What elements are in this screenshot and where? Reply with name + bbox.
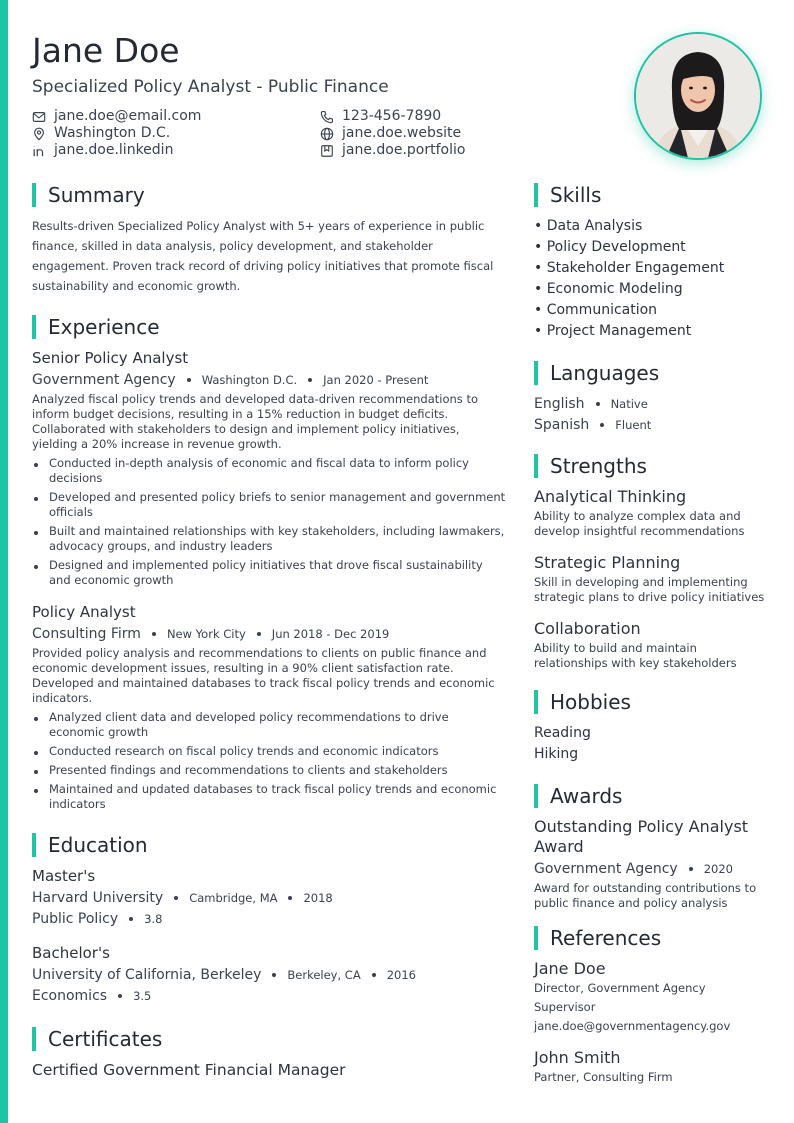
profile-photo	[634, 32, 762, 160]
school-meta	[32, 965, 506, 985]
candidate-name: Jane Doe	[32, 31, 180, 70]
contact-location-text: Washington D.C.	[54, 125, 171, 141]
skills-heading-text: Skills	[550, 183, 602, 207]
heading-accent	[32, 833, 36, 857]
job-bullet: Analyzed client data and developed policy recommendations to drive economic growth	[32, 710, 506, 740]
award-org: Government Agency	[534, 861, 678, 877]
separator-dot	[152, 632, 156, 636]
languages-heading	[534, 360, 766, 386]
education-heading-text: Education	[48, 833, 148, 857]
reference-relation: Supervisor	[534, 1000, 596, 1014]
separator-dot	[257, 632, 261, 636]
strength-title: Strategic Planning	[534, 553, 681, 572]
skill-item: • Project Management	[534, 323, 692, 339]
school-location: Cambridge, MA	[189, 891, 278, 905]
reference-name: Jane Doe	[534, 959, 606, 978]
skills-heading	[534, 182, 766, 208]
skill-item: • Data Analysis	[534, 218, 643, 234]
school-meta	[32, 888, 506, 908]
job-entry	[32, 348, 506, 588]
contact-list	[32, 108, 552, 159]
language-name: English	[534, 396, 585, 412]
references-heading-text: References	[550, 926, 662, 950]
award-year: 2020	[703, 862, 733, 876]
award-description: Award for outstanding contributions to public finance and policy analysis	[534, 881, 757, 910]
strength-item	[534, 487, 766, 539]
strength-title: Analytical Thinking	[534, 487, 687, 506]
separator-dot	[272, 973, 276, 977]
job-description: Analyzed fiscal policy trends and developed data-driven recommendations to inform budget decisions, resulting in a 15% reduction in budget deficits. Collaborated with stakeholders to design and implement policy initiatives, yielding a 20% increase in revenue growth.	[32, 392, 478, 451]
separator-dot	[596, 402, 600, 406]
job-bullet: Presented findings and recommendations to clients and stakeholders	[32, 763, 506, 778]
strengths-heading-text: Strengths	[550, 454, 647, 478]
field-meta	[32, 986, 506, 1006]
summary-text: Results-driven Specialized Policy Analyst with 5+ years of experience in public finance, skilled in data analysis, policy development, and stakeholder engagement. Proven track record of driving policy initiatives that promote fiscal sustainability and economic growth.	[32, 219, 494, 293]
separator-dot	[600, 423, 604, 427]
separator-dot	[174, 896, 178, 900]
main-column	[32, 182, 506, 1080]
job-company: Consulting Firm	[32, 626, 141, 642]
job-title: Senior Policy Analyst	[32, 349, 189, 367]
separator-dot	[288, 896, 292, 900]
contact-phone[interactable]	[320, 108, 550, 125]
school-name: Harvard University	[32, 890, 164, 906]
linkedin-icon	[32, 144, 46, 158]
job-bullet: Maintained and updated databases to track fiscal policy trends and economic indicators	[32, 782, 506, 812]
degree: Bachelor's	[32, 944, 110, 962]
strength-description: Ability to build and maintain relationships with key stakeholders	[534, 641, 737, 670]
phone-icon	[320, 110, 334, 124]
skill-item: • Stakeholder Engagement	[534, 260, 725, 276]
heading-accent	[534, 183, 538, 207]
job-dates: Jan 2020 - Present	[323, 373, 429, 387]
accent-bar	[0, 0, 8, 1123]
contact-linkedin-text: jane.doe.linkedin	[54, 142, 174, 158]
references-heading	[534, 925, 766, 951]
job-entry	[32, 602, 506, 812]
job-bullet: Conducted in-depth analysis of economic and fiscal data to inform policy decisions	[32, 456, 506, 486]
contact-phone-text: 123-456-7890	[342, 108, 442, 124]
language-item	[534, 415, 766, 435]
bookmark-icon	[320, 144, 334, 158]
language-item	[534, 394, 766, 414]
education-heading	[32, 832, 506, 858]
field-meta	[32, 909, 506, 929]
reference-item	[534, 959, 766, 1036]
awards-heading	[534, 783, 766, 809]
contact-email[interactable]	[32, 108, 320, 125]
heading-accent	[534, 784, 538, 808]
separator-dot	[187, 378, 191, 382]
language-level: Fluent	[615, 418, 652, 432]
separator-dot	[372, 973, 376, 977]
graduation-year: 2018	[303, 891, 333, 905]
job-bullet: Conducted research on fiscal policy trends and economic indicators	[32, 744, 506, 759]
contact-location	[32, 125, 320, 142]
languages-heading-text: Languages	[550, 361, 660, 385]
reference-name: John Smith	[534, 1048, 621, 1067]
job-description: Provided policy analysis and recommendations to clients on public finance and economic development issues, resulting in a 90% client satisfaction rate. Developed and maintained databases to track fiscal policy trends and economic indicators.	[32, 646, 495, 705]
gpa: 3.5	[133, 989, 152, 1003]
summary-heading-text: Summary	[48, 183, 145, 207]
reference-email[interactable]: jane.doe@governmentagency.gov	[534, 1019, 731, 1033]
job-bullets	[32, 456, 506, 588]
heading-accent	[534, 690, 538, 714]
awards-heading-text: Awards	[550, 784, 623, 808]
sidebar-column	[534, 182, 766, 1087]
certificates-heading-text: Certificates	[48, 1027, 163, 1051]
contact-website[interactable]	[320, 125, 550, 142]
education-entry	[32, 866, 506, 929]
skill-item: • Policy Development	[534, 239, 686, 255]
contact-portfolio[interactable]	[320, 142, 550, 159]
strengths-heading	[534, 453, 766, 479]
candidate-title: Specialized Policy Analyst - Public Finance	[32, 77, 389, 97]
job-bullet: Designed and implemented policy initiatives that drove fiscal sustainability and economic growth	[32, 558, 506, 588]
skill-item: • Communication	[534, 302, 658, 318]
job-location: New York City	[166, 627, 246, 641]
strength-title: Collaboration	[534, 619, 641, 638]
language-name: Spanish	[534, 417, 590, 433]
reference-item	[534, 1048, 766, 1087]
job-bullet: Developed and presented policy briefs to senior management and government officials	[32, 490, 506, 520]
job-bullets	[32, 710, 506, 812]
hobbies-heading	[534, 689, 766, 715]
contact-portfolio-text: jane.doe.portfolio	[342, 142, 466, 158]
mail-icon	[32, 110, 46, 124]
contact-linkedin[interactable]	[32, 142, 320, 159]
location-pin-icon	[32, 127, 46, 141]
hobby-item: Reading	[534, 725, 591, 741]
separator-dot	[689, 867, 693, 871]
job-meta	[32, 624, 506, 644]
strength-description: Ability to analyze complex data and develop insightful recommendations	[534, 509, 745, 538]
gpa: 3.8	[144, 912, 163, 926]
school-name: University of California, Berkeley	[32, 967, 262, 983]
certificates-heading	[32, 1026, 506, 1052]
experience-heading-text: Experience	[48, 315, 160, 339]
award-item	[534, 817, 766, 911]
job-meta	[32, 370, 506, 390]
job-title: Policy Analyst	[32, 603, 136, 621]
experience-heading	[32, 314, 506, 340]
job-company: Government Agency	[32, 372, 176, 388]
hobby-item: Hiking	[534, 746, 579, 762]
heading-accent	[534, 454, 538, 478]
strength-item	[534, 619, 766, 671]
strength-description: Skill in developing and implementing strategic plans to drive policy initiatives	[534, 575, 765, 604]
hobbies-heading-text: Hobbies	[550, 690, 631, 714]
separator-dot	[129, 917, 133, 921]
skill-item: • Economic Modeling	[534, 281, 683, 297]
summary-heading	[32, 182, 506, 208]
heading-accent	[32, 315, 36, 339]
field-of-study: Economics	[32, 988, 108, 1004]
degree: Master's	[32, 867, 96, 885]
contact-website-text: jane.doe.website	[342, 125, 462, 141]
avatar-illustration	[636, 34, 760, 158]
heading-accent	[534, 926, 538, 950]
strength-item	[534, 553, 766, 605]
job-location: Washington D.C.	[201, 373, 298, 387]
school-location: Berkeley, CA	[287, 968, 361, 982]
reference-position: Director, Government Agency	[534, 981, 706, 995]
heading-accent	[32, 183, 36, 207]
certificate-item: Certified Government Financial Manager	[32, 1061, 346, 1079]
heading-accent	[32, 1027, 36, 1051]
globe-icon	[320, 127, 334, 141]
language-level: Native	[610, 397, 648, 411]
field-of-study: Public Policy	[32, 911, 119, 927]
skills-list	[534, 216, 766, 342]
award-title: Outstanding Policy Analyst Award	[534, 817, 749, 856]
job-dates: Jun 2018 - Dec 2019	[271, 627, 390, 641]
contact-email-text: jane.doe@email.com	[54, 108, 202, 124]
graduation-year: 2016	[386, 968, 416, 982]
heading-accent	[534, 361, 538, 385]
job-bullet: Built and maintained relationships with key stakeholders, including lawmakers, advocacy groups, and industry leaders	[32, 524, 506, 554]
reference-position: Partner, Consulting Firm	[534, 1070, 673, 1084]
award-meta	[534, 859, 766, 879]
separator-dot	[118, 994, 122, 998]
resume-header	[32, 30, 632, 98]
education-entry	[32, 943, 506, 1006]
separator-dot	[308, 378, 312, 382]
hobbies-list	[534, 723, 766, 765]
